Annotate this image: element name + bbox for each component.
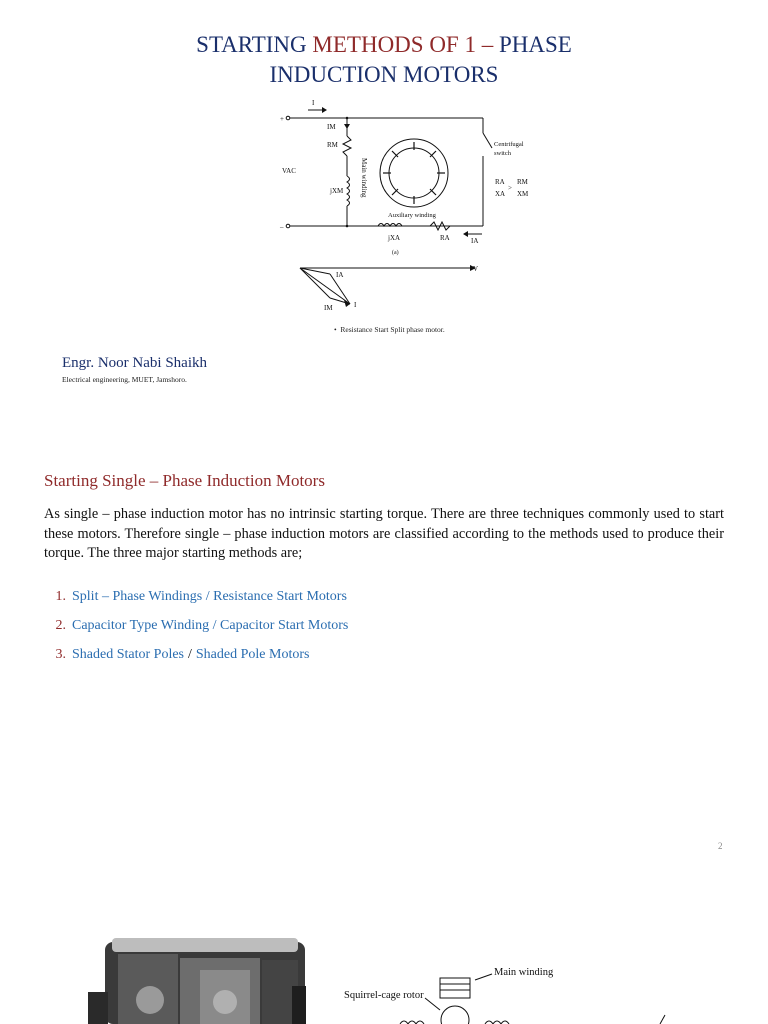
intro-paragraph: As single – phase induction motor has no intrinsic starting torque. There are three techniques commonly used to start these motors. Therefore single – phase induction motors are classified according to the methods used to produce their torque. The three major starting methods are; bbox=[44, 506, 724, 561]
resistance-start-circuit-diagram bbox=[270, 96, 550, 318]
label-squirrel-cage-rotor: Squirrel-cage rotor bbox=[344, 990, 424, 1001]
list-number: 3. bbox=[55, 647, 66, 662]
motor-photo bbox=[88, 938, 306, 1024]
label-im: IM bbox=[327, 123, 336, 131]
title-part-c: PHASE bbox=[498, 32, 572, 57]
title-part-a: STARTING bbox=[196, 32, 307, 57]
label-centrifugal-1: Centrifugal bbox=[494, 141, 524, 148]
label-main-winding: Main winding bbox=[360, 158, 368, 198]
label-ratio-ra: RA bbox=[495, 178, 505, 186]
label-ra: RA bbox=[440, 234, 450, 242]
label-rm: RM bbox=[327, 141, 338, 149]
section-heading: Starting Single – Phase Induction Motors bbox=[44, 471, 325, 490]
label-minus: – bbox=[280, 223, 284, 231]
bullet-dot: • bbox=[334, 325, 341, 334]
list-text: Split – Phase Windings / Resistance Start Motors bbox=[72, 589, 347, 604]
label-vac: VAC bbox=[282, 167, 296, 175]
diagram-caption bbox=[334, 325, 445, 334]
label-main-winding-2: Main winding bbox=[494, 967, 554, 978]
phasor-label-v: V bbox=[473, 265, 479, 273]
label-ratio-gt: > bbox=[508, 184, 512, 192]
list-item bbox=[44, 644, 724, 666]
label-ratio-xa: XA bbox=[495, 190, 506, 198]
label-centrifugal-2: switch bbox=[494, 150, 511, 157]
label-current-i: I bbox=[312, 99, 315, 107]
label-jxa: jXA bbox=[388, 234, 401, 242]
phasor-label-i: I bbox=[354, 301, 357, 309]
starting-methods-list bbox=[44, 586, 724, 666]
author-name: Engr. Noor Nabi Shaikh bbox=[62, 355, 207, 371]
slide-title-line1 bbox=[0, 30, 768, 60]
caption-text: Resistance Start Split phase motor. bbox=[340, 325, 445, 334]
title-part-b: METHODS OF 1 – bbox=[312, 32, 494, 57]
phasor-label-ia: IA bbox=[336, 271, 344, 279]
label-plus: + bbox=[280, 115, 284, 123]
label-part-a: (a) bbox=[392, 250, 399, 256]
list-number: 1. bbox=[55, 589, 66, 604]
list-text-right: Shaded Pole Motors bbox=[195, 647, 310, 662]
list-separator: / bbox=[188, 647, 192, 662]
label-auxiliary-winding: Auxiliary winding bbox=[388, 212, 436, 219]
label-ratio-xm: XM bbox=[517, 190, 529, 198]
list-item bbox=[44, 615, 724, 637]
list-text: Capacitor Type Winding / Capacitor Start Motors bbox=[72, 618, 349, 633]
list-number: 2. bbox=[55, 618, 66, 633]
slide-title-line2: INDUCTION MOTORS bbox=[269, 62, 499, 87]
motor-photo-and-diagram bbox=[0, 930, 768, 1024]
list-text-left: Shaded Stator Poles bbox=[72, 647, 184, 662]
phasor-label-im: IM bbox=[324, 304, 333, 312]
author-affiliation: Electrical engineering, MUET, Jamshoro. bbox=[62, 375, 187, 384]
list-item bbox=[44, 586, 724, 608]
label-ratio-rm: RM bbox=[517, 178, 528, 186]
label-ia: IA bbox=[471, 237, 479, 245]
label-jxm: jXM bbox=[330, 187, 344, 195]
motor-schematic bbox=[400, 974, 665, 1024]
page-number: 2 bbox=[718, 841, 723, 851]
